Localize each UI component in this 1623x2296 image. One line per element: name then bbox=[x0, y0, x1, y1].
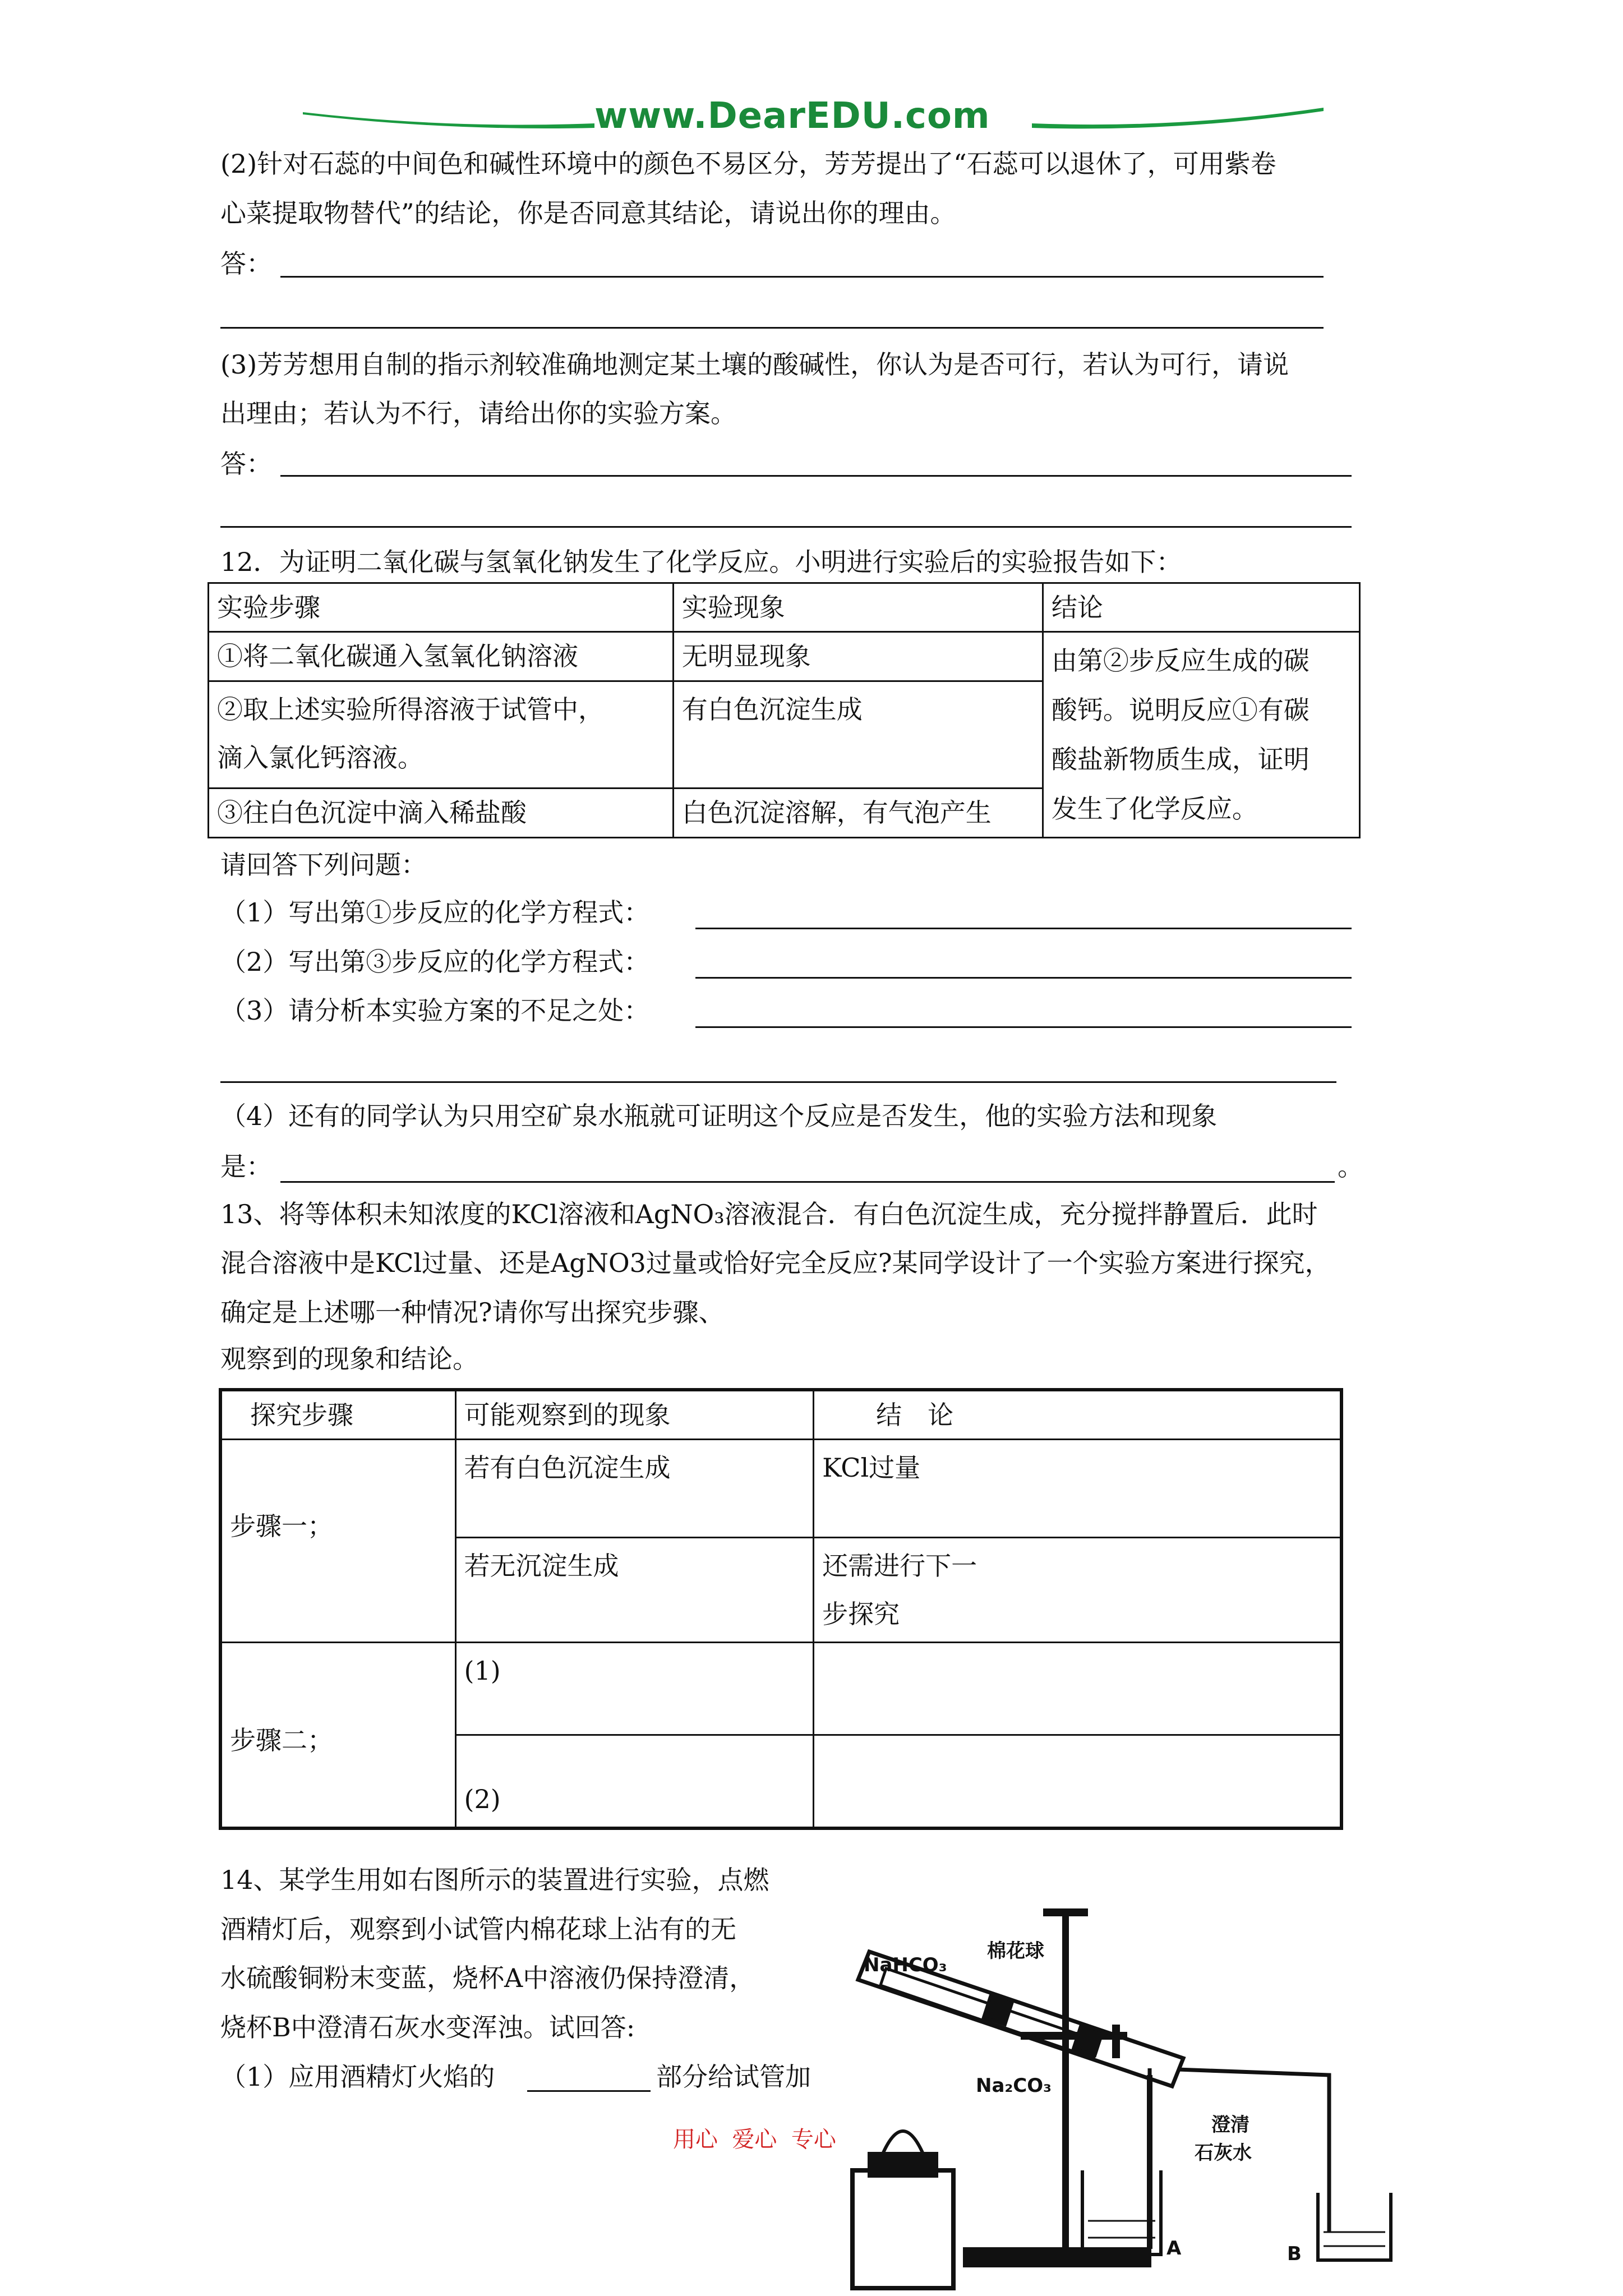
table-row bbox=[220, 1390, 1341, 1440]
q14-line5-a: （1）应用酒精灯火焰的 bbox=[220, 2062, 495, 2092]
q12-sub3: （3）请分析本实验方案的不足之处： bbox=[220, 995, 650, 1026]
q12-step3: ③往白色沉淀中滴入稀盐酸 bbox=[209, 788, 674, 837]
q11-p3-line2: 出理由；若认为不行，请给出你的实验方案。 bbox=[220, 398, 736, 428]
table-row bbox=[209, 632, 1360, 681]
q13-blank2-obs[interactable]: (2) bbox=[455, 1735, 814, 1829]
q12-sub3-answer-line2[interactable] bbox=[220, 1081, 1336, 1083]
q14-line5-b: 部分给试管加 bbox=[656, 2062, 811, 2092]
label-beaker-b: B bbox=[1287, 2243, 1302, 2265]
q14-apparatus-figure bbox=[836, 1890, 1419, 2294]
q11-p3-line1: (3)芳芳想用自制的指示剂较准确地测定某土壤的酸碱性，你认为是否可行，若认为可行，请说 bbox=[220, 349, 1289, 380]
q13-concl-b bbox=[814, 1538, 1341, 1643]
q13-blank1-concl[interactable] bbox=[814, 1643, 1341, 1735]
q12-obs2: 有白色沉淀生成 bbox=[673, 681, 1043, 788]
q12-prompt: 请回答下列问题： bbox=[220, 850, 427, 880]
q12-conclusion-line: 由第②步反应生成的碳 bbox=[1051, 646, 1310, 676]
q12-sub3-answer-line[interactable] bbox=[695, 1026, 1352, 1028]
q12-sub4-answer-line[interactable] bbox=[280, 1181, 1335, 1183]
q13-line2: 混合溶液中是KCl过量、还是AgNO3过量或恰好完全反应?某同学设计了一个实验方案进行探究， bbox=[220, 1248, 1331, 1278]
q12-sub2-answer-line[interactable] bbox=[695, 977, 1352, 979]
q12-step2-line2: 滴入氯化钙溶液。 bbox=[217, 743, 423, 773]
q13-obs-b: 若无沉淀生成 bbox=[455, 1538, 814, 1643]
q11-p2-answer-label: 答： bbox=[220, 248, 272, 279]
q13-line4: 观察到的现象和结论。 bbox=[220, 1344, 478, 1374]
q12-sub1-answer-line[interactable] bbox=[695, 928, 1352, 929]
q12-step1: ①将二氧化碳通入氢氧化钠溶液 bbox=[209, 632, 674, 681]
q12-conclusion-line: 发生了化学反应。 bbox=[1051, 794, 1258, 824]
footer-slogan: 用心 爱心 专心 bbox=[673, 2127, 836, 2152]
header-swoosh-left bbox=[303, 107, 594, 129]
q12-conclusion-line: 酸盐新物质生成，证明 bbox=[1051, 744, 1310, 774]
site-logo: www.DearEDU.com bbox=[594, 95, 990, 137]
q11-p2-line2: 心菜提取物替代”的结论，你是否同意其结论，请说出你的理由。 bbox=[220, 198, 956, 228]
q12-sub1: （1）写出第①步反应的化学方程式： bbox=[220, 897, 650, 928]
q11-p3-answer-line1[interactable] bbox=[280, 475, 1352, 477]
q12-obs3: 白色沉淀溶解，有气泡产生 bbox=[673, 788, 1043, 837]
q14-line2: 酒精灯后，观察到小试管内棉花球上沾有的无 bbox=[220, 1914, 736, 1944]
q13-header-observation: 可能观察到的现象 bbox=[455, 1390, 814, 1440]
label-beaker-a: A bbox=[1166, 2237, 1182, 2260]
q13-blank1-obs[interactable]: (1) bbox=[455, 1643, 814, 1735]
table-row bbox=[220, 1643, 1341, 1735]
q14-line3: 水硫酸铜粉末变蓝，烧杯A中溶液仍保持澄清， bbox=[220, 1963, 755, 1993]
label-limewater-2: 石灰水 bbox=[1195, 2142, 1252, 2164]
q14-blank[interactable] bbox=[527, 2090, 651, 2092]
table-row bbox=[209, 583, 1360, 632]
q12-sub4-end: 。 bbox=[1338, 1151, 1363, 1182]
q13-concl-a: KCl过量 bbox=[814, 1440, 1341, 1538]
q12-sub4-line2: 是： bbox=[220, 1151, 272, 1182]
q14-line1: 14、某学生用如右图所示的装置进行实验，点燃 bbox=[220, 1865, 769, 1895]
label-na2co3: Na₂CO₃ bbox=[976, 2074, 1052, 2097]
q13-inquiry-table bbox=[219, 1388, 1343, 1830]
q12-intro: 12．为证明二氧化碳与氢氧化钠发生了化学反应。小明进行实验后的实验报告如下： bbox=[220, 547, 1182, 577]
q13-blank2-concl[interactable] bbox=[814, 1735, 1341, 1829]
q13-line1: 13、将等体积未知浓度的KCl溶液和AgNO₃溶液混合．有白色沉淀生成，充分搅拌静置后．此时 bbox=[220, 1199, 1318, 1229]
q11-p2-answer-line1[interactable] bbox=[280, 276, 1324, 278]
q13-step2-label: 步骤二； bbox=[220, 1643, 455, 1829]
q13-header-conclusion: 结 论 bbox=[814, 1390, 1341, 1440]
q13-step1-label: 步骤一； bbox=[220, 1440, 455, 1643]
q13-line3: 确定是上述哪一种情况?请你写出探究步骤、 bbox=[220, 1297, 725, 1327]
label-limewater-1: 澄清 bbox=[1211, 2114, 1249, 2136]
q12-sub2: （2）写出第③步反应的化学方程式： bbox=[220, 947, 650, 977]
q11-p3-answer-label: 答： bbox=[220, 449, 272, 479]
header-banner bbox=[303, 95, 1324, 146]
q12-header-observation: 实验现象 bbox=[673, 583, 1043, 632]
q12-header-conclusion: 结论 bbox=[1043, 583, 1359, 632]
q13-obs-a: 若有白色沉淀生成 bbox=[455, 1440, 814, 1538]
q11-p3-answer-line2[interactable] bbox=[220, 526, 1352, 528]
q12-step2 bbox=[209, 681, 674, 788]
q12-report-table bbox=[208, 582, 1361, 838]
header-swoosh-right bbox=[1032, 107, 1324, 129]
apparatus-drawing bbox=[836, 1890, 1419, 2294]
q11-p2-answer-line2[interactable] bbox=[220, 327, 1324, 329]
q13-concl-b-line2: 步探究 bbox=[822, 1599, 900, 1629]
label-cotton-ball: 棉花球 bbox=[987, 1940, 1044, 1962]
q14-line4: 烧杯B中澄清石灰水变浑浊。试回答: bbox=[220, 2012, 635, 2043]
q13-concl-b-line1: 还需进行下一 bbox=[822, 1551, 978, 1581]
q12-sub4-line1: （4）还有的同学认为只用空矿泉水瓶就可证明这个反应是否发生，他的实验方法和现象 bbox=[220, 1101, 1218, 1131]
label-nahco3: NaHCO₃ bbox=[864, 1954, 947, 1976]
q13-header-step: 探究步骤 bbox=[220, 1390, 455, 1440]
q12-obs1: 无明显现象 bbox=[673, 632, 1043, 681]
q12-step2-line1: ②取上述实验所得溶液于试管中， bbox=[217, 694, 604, 725]
q11-p2-line1: (2)针对石蕊的中间色和碱性环境中的颜色不易区分，芳芳提出了“石蕊可以退休了，可用紫卷 bbox=[220, 149, 1276, 179]
q12-conclusion bbox=[1043, 632, 1359, 838]
table-row bbox=[220, 1440, 1341, 1538]
q12-conclusion-line: 酸钙。说明反应①有碳 bbox=[1051, 695, 1310, 725]
q12-header-step: 实验步骤 bbox=[209, 583, 674, 632]
